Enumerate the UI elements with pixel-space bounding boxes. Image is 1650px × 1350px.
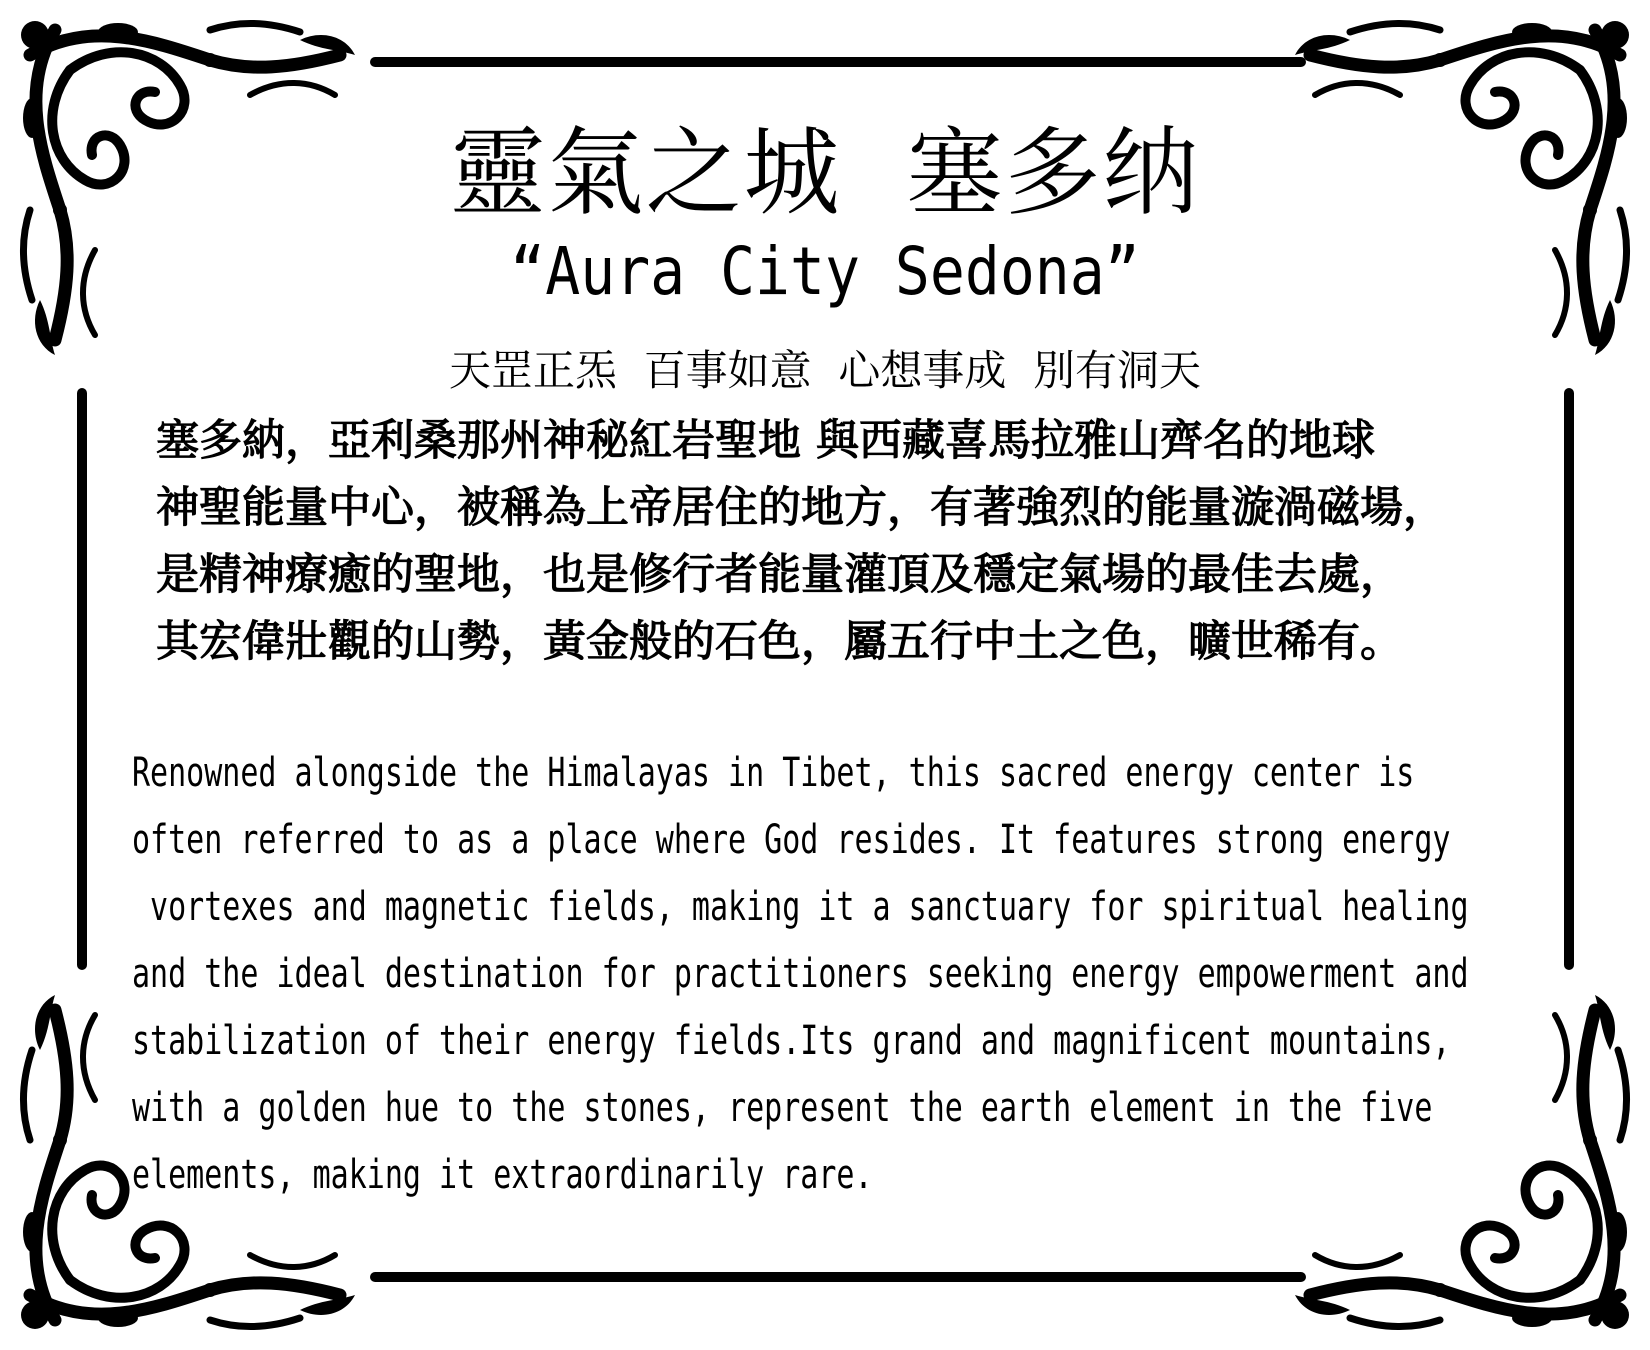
english-title: “Aura City Sedona” xyxy=(510,233,1140,310)
frame-top-rule xyxy=(370,57,1306,67)
english-paragraph-line: elements, making it extraordinarily rare. xyxy=(132,1152,873,1198)
chinese-paragraph xyxy=(156,408,1556,676)
english-paragraph-line: Renowned alongside the Himalayas in Tibet, this sacred energy center is xyxy=(132,750,1415,796)
english-paragraph-line: vortexes and magnetic fields, making it a sanctuary for spiritual healing xyxy=(132,884,1469,930)
english-paragraph-line: often referred to as a place where God resides. It features strong energy xyxy=(132,817,1451,863)
frame-bottom-rule xyxy=(370,1272,1306,1282)
frame-left-rule xyxy=(77,388,87,970)
frame-right-rule xyxy=(1564,388,1574,970)
slogan-line: 天罡正炁 百事如意 心想事成 別有洞天 xyxy=(448,346,1202,395)
english-paragraph-line: and the ideal destination for practitioners seeking energy empowerment and xyxy=(132,951,1469,997)
english-paragraph xyxy=(132,740,1532,1209)
chinese-title: 靈氣之城 塞多纳 xyxy=(449,117,1201,229)
english-paragraph-line: stabilization of their energy fields.Its grand and magnificent mountains, xyxy=(132,1018,1451,1064)
chinese-paragraph-line: 其宏偉壯觀的山勢，黃金般的石色，屬五行中土之色，曠世稀有。 xyxy=(156,617,1403,667)
chinese-paragraph-line: 塞多納，亞利桑那州神秘紅岩聖地 與西藏喜馬拉雅山齊名的地球 xyxy=(156,416,1375,466)
chinese-paragraph-line: 是精神療癒的聖地，也是修行者能量灌頂及穩定氣場的最佳去處， xyxy=(156,550,1403,600)
chinese-paragraph-line: 神聖能量中心，被稱為上帝居住的地方，有著強烈的能量漩渦磁場， xyxy=(156,483,1446,533)
english-paragraph-line: with a golden hue to the stones, represent the earth element in the five xyxy=(132,1085,1433,1131)
